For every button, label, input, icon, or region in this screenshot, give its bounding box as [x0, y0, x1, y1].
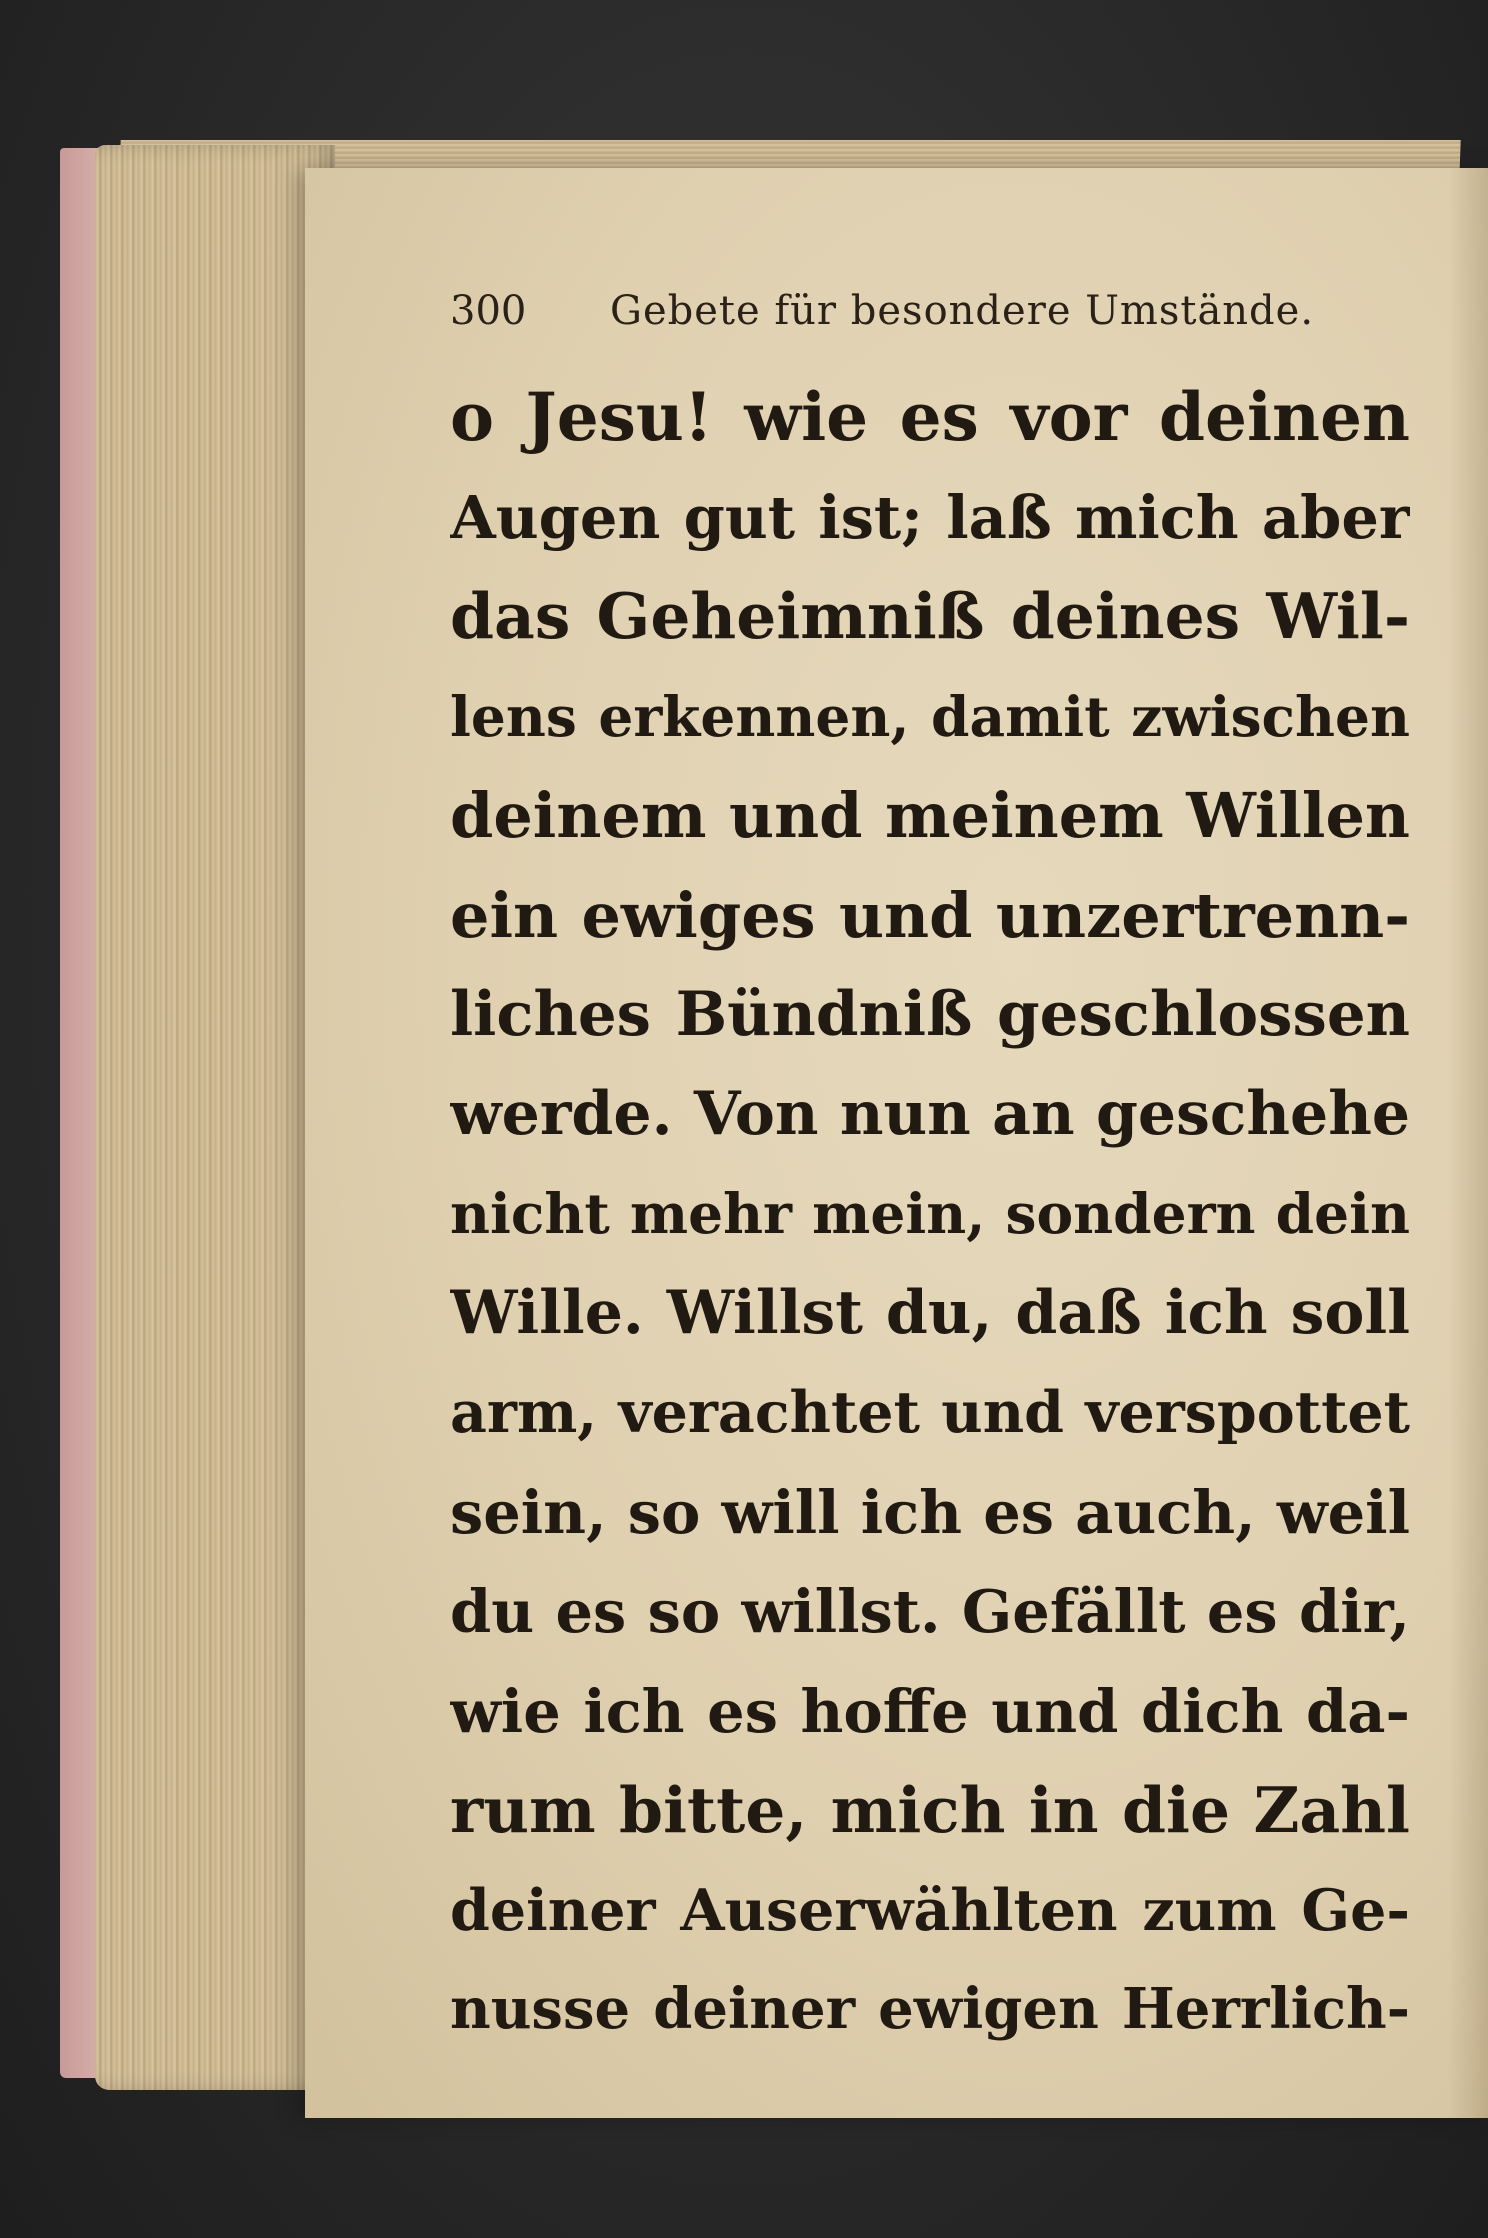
text-line: liches Bündniß geschlossen — [450, 979, 1410, 1050]
text-line: lens erkennen, damit zwischen — [450, 683, 1410, 749]
page-number: 300 — [450, 288, 527, 334]
text-line: rum bitte, mich in die Zahl — [450, 1773, 1410, 1847]
text-line: arm, verachtet und verspottet — [450, 1379, 1410, 1446]
text-line: du es so willst. Gefällt es dir, — [450, 1577, 1410, 1646]
page-header — [450, 288, 1380, 358]
text-line: nicht mehr mein, sondern dein — [450, 1181, 1410, 1246]
text-line: deinem und meinem Willen — [450, 779, 1410, 852]
text-line: ein ewiges und unzertrenn- — [450, 878, 1410, 952]
text-line: werde. Von nun an geschehe — [450, 1078, 1410, 1149]
book-page — [305, 168, 1488, 2118]
text-line: Wille. Willst du, daß ich soll — [450, 1277, 1410, 1348]
page-gutter-shadow — [1448, 168, 1488, 2118]
page-stack-edges — [95, 145, 335, 2090]
text-line: o Jesu! wie es vor deinen — [450, 378, 1410, 456]
text-line: nusse deiner ewigen Herrlich- — [450, 1976, 1410, 2042]
running-head: Gebete für besondere Umstände. — [610, 288, 1315, 334]
text-line: deiner Auserwählten zum Ge- — [450, 1876, 1410, 1944]
text-line: wie ich es hoffe und dich da- — [450, 1676, 1410, 1746]
text-line: Augen gut ist; laß mich aber — [450, 482, 1410, 552]
text-line: sein, so will ich es auch, weil — [450, 1477, 1410, 1547]
text-line: das Geheimniß deines Wil- — [450, 579, 1410, 653]
page-body-text — [450, 368, 1410, 2060]
